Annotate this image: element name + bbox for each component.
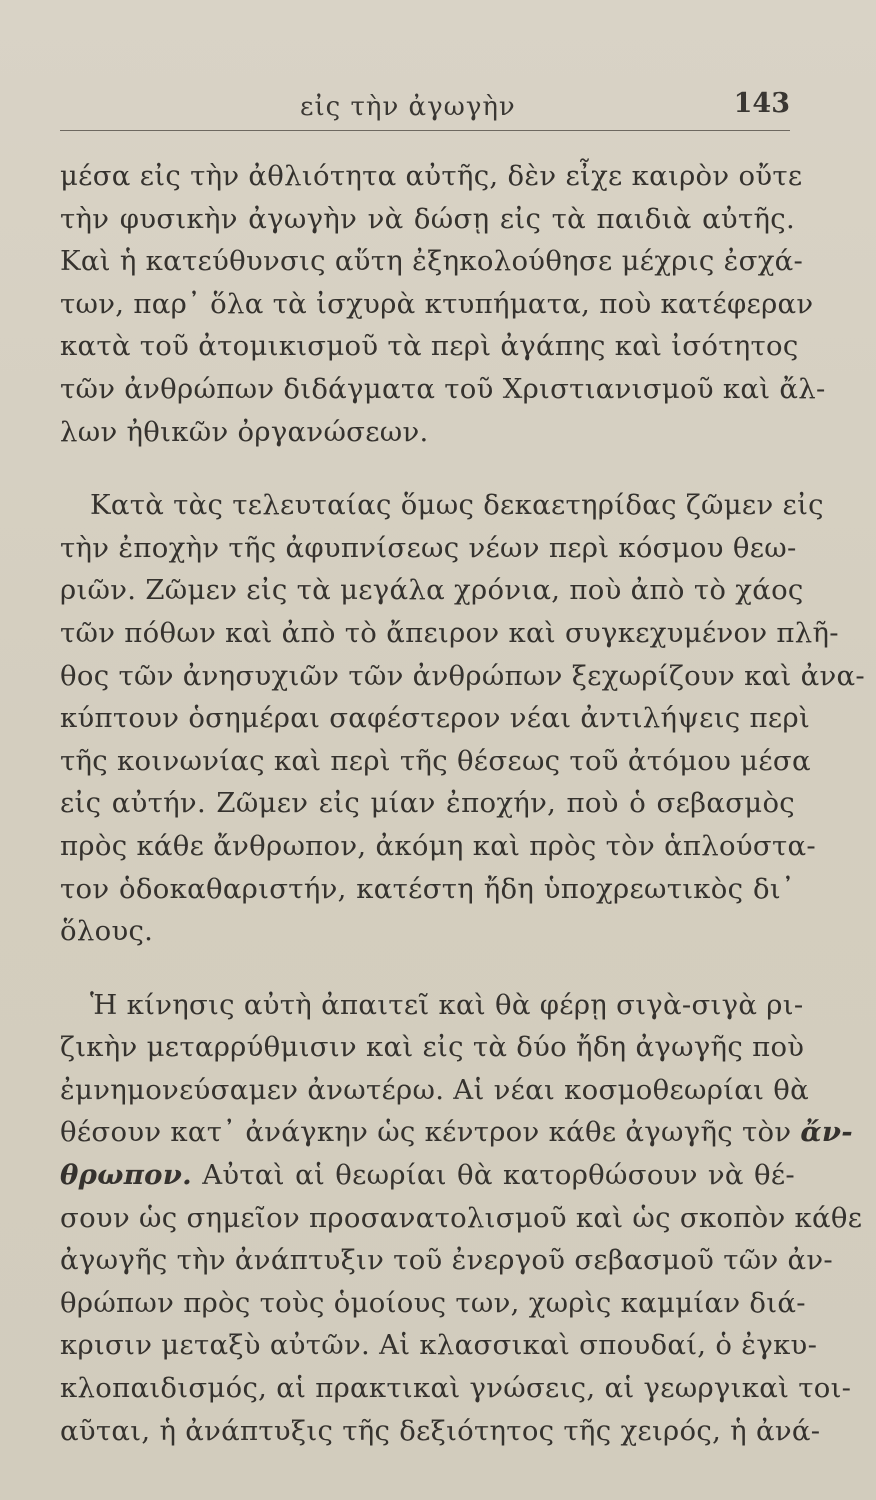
text-line: λων ἠθικῶν ὀργανώσεων. <box>60 415 429 448</box>
page-number: 143 <box>733 88 790 119</box>
text-line: ριῶν. Ζῶμεν εἰς τὰ μεγάλα χρόνια, ποὺ ἀπὸ τὸ χάος <box>60 574 804 607</box>
text-segment: θέσουν κατ᾽ ἀνάγκην ὡς κέντρον κάθε ἀγωγῆς τὸν <box>60 1116 801 1149</box>
text-line: τὴν φυσικὴν ἀγωγὴν νὰ δώσῃ εἰς τὰ παιδιὰ αὐτῆς. <box>60 202 795 235</box>
page-header <box>60 88 790 128</box>
text-line: ἀγωγῆς τὴν ἀνάπτυξιν τοῦ ἐνεργοῦ σεβασμοῦ τῶν ἀν- <box>60 1244 833 1277</box>
text-line: ἐμνημονεύσαμεν ἀνωτέρω. Αἱ νέαι κοσμοθεωρίαι θὰ <box>60 1073 809 1106</box>
text-segment: Αὐταὶ αἱ θεωρίαι θὰ κατορθώσουν νὰ θέ- <box>192 1159 795 1192</box>
text-line <box>60 1154 795 1197</box>
emphasized-word: θρωπον. <box>60 1159 193 1192</box>
text-line: εἰς αὐτήν. Ζῶμεν εἰς μίαν ἐποχήν, ποὺ ὁ σεβασμὸς <box>60 787 795 820</box>
text-line: τῆς κοινωνίας καὶ περὶ τῆς θέσεως τοῦ ἀτόμου μέσα <box>60 744 811 777</box>
text-line: τῶν ἀνθρώπων διδάγματα τοῦ Χριστιανισμοῦ καὶ ἄλ- <box>60 372 826 405</box>
text-line: κύπτουν ὁσημέραι σαφέστερον νέαι ἀντιλήψεις περὶ <box>60 702 811 735</box>
header-rule <box>60 130 790 131</box>
text-line: Καὶ ἡ κατεύθυνσις αὕτη ἐξηκολούθησε μέχρις ἐσχά- <box>60 245 804 278</box>
body-text <box>60 155 865 1452</box>
text-line: Ἡ κίνησις αὐτὴ ἀπαιτεῖ καὶ θὰ φέρῃ σιγὰ-σιγὰ ρι- <box>90 988 804 1021</box>
text-line: κλοπαιδισμός, αἱ πρακτικαὶ γνώσεις, αἱ γεωργικαὶ τοι- <box>60 1372 852 1405</box>
text-line: τὴν ἐποχὴν τῆς ἀφυπνίσεως νέων περὶ κόσμου θεω- <box>60 531 797 564</box>
paragraph-2 <box>60 484 865 953</box>
text-line: πρὸς κάθε ἄνθρωπον, ἀκόμη καὶ πρὸς τὸν ἁπλούστα- <box>60 829 816 862</box>
paragraph-3 <box>60 984 863 1453</box>
paragraph-1 <box>60 155 826 453</box>
text-line: ζικὴν μεταρρύθμισιν καὶ εἰς τὰ δύο ἤδη ἀγωγῆς ποὺ <box>60 1031 805 1064</box>
text-line: θος τῶν ἀνησυχιῶν τῶν ἀνθρώπων ξεχωρίζουν καὶ ἀνα- <box>60 659 865 692</box>
text-line: κατὰ τοῦ ἀτομικισμοῦ τὰ περὶ ἀγάπης καὶ ἰσότητος <box>60 330 799 363</box>
text-line: κρισιν μεταξὺ αὐτῶν. Αἱ κλασσικαὶ σπουδαί, ὁ ἐγκυ- <box>60 1329 818 1362</box>
text-line: ὅλους. <box>60 915 154 948</box>
text-line: σουν ὡς σημεῖον προσανατολισμοῦ καὶ ὡς σκοπὸν κάθε <box>60 1201 863 1234</box>
running-head: εἰς τὴν ἀγωγὴν <box>300 92 516 122</box>
text-line: των, παρ᾽ ὅλα τὰ ἰσχυρὰ κτυπήματα, ποὺ κατέφεραν <box>60 287 814 320</box>
text-line: τῶν πόθων καὶ ἀπὸ τὸ ἄπειρον καὶ συγκεχυμένον πλῆ- <box>60 616 839 649</box>
text-line: τον ὁδοκαθαριστήν, κατέστη ἤδη ὑποχρεωτικὸς δι᾽ <box>60 872 795 905</box>
text-line: μέσα εἰς τὴν ἀθλιότητα αὐτῆς, δὲν εἶχε καιρὸν οὔτε <box>60 160 803 192</box>
text-line <box>60 1111 853 1154</box>
text-line: θρώπων πρὸς τοὺς ὁμοίους των, χωρὶς καμμίαν διά- <box>60 1286 806 1319</box>
emphasized-word: ἄν- <box>800 1116 853 1149</box>
text-line: αῦται, ἡ ἀνάπτυξις τῆς δεξιότητος τῆς χειρός, ἡ ἀνά- <box>60 1414 821 1447</box>
text-line: Κατὰ τὰς τελευταίας ὅμως δεκαετηρίδας ζῶμεν εἰς <box>90 489 824 522</box>
